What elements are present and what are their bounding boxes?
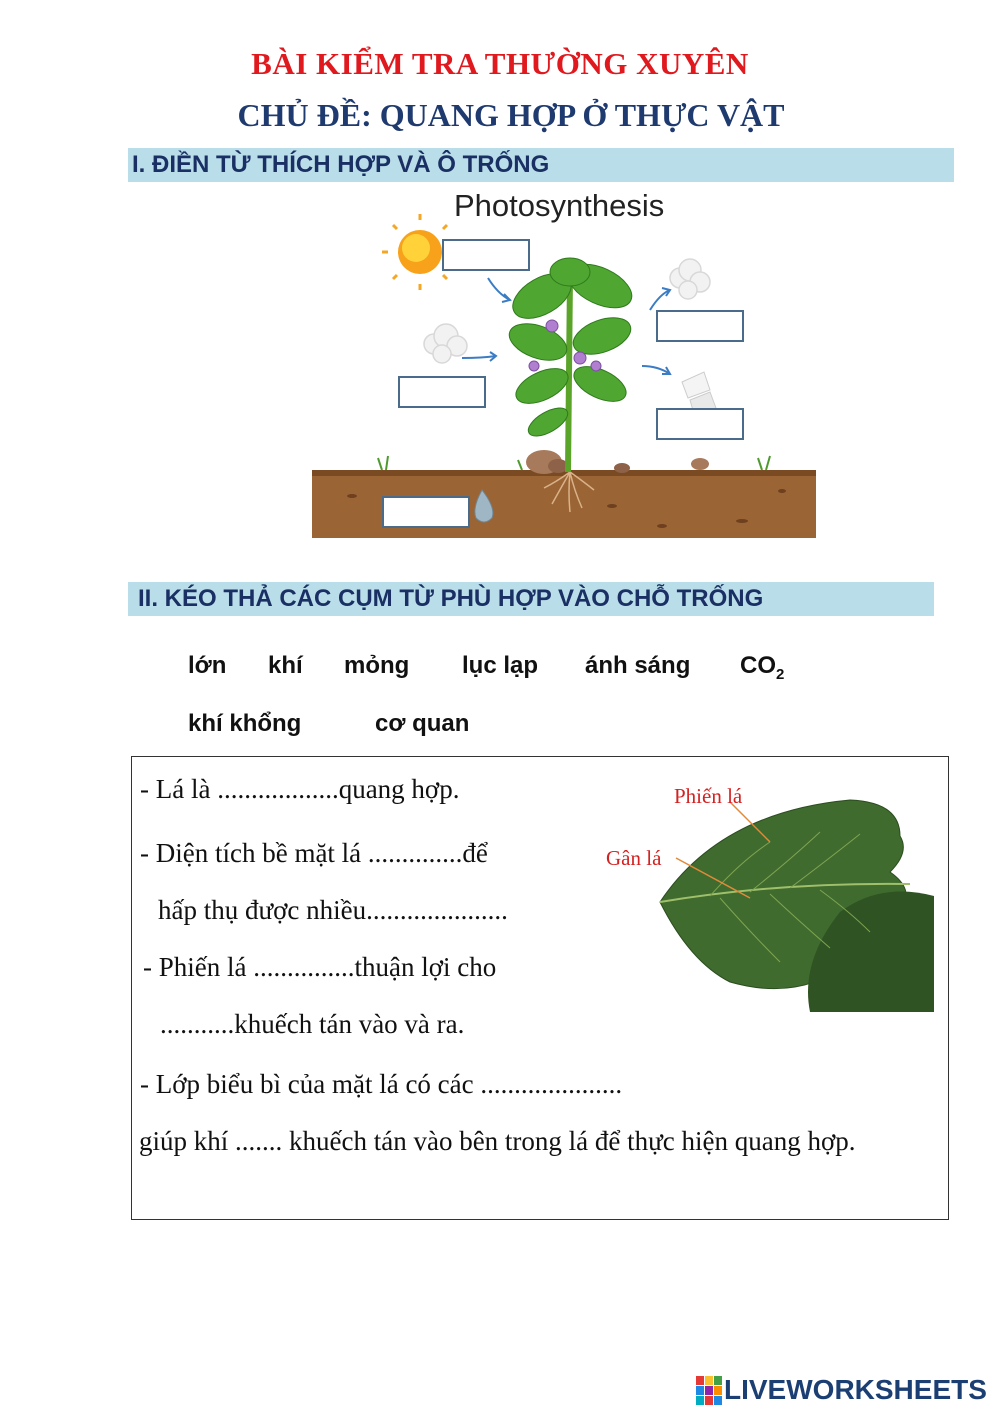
section2-heading-band	[128, 582, 934, 616]
photosynthesis-illustration	[312, 186, 816, 538]
sugar-blank-box[interactable]	[656, 408, 744, 440]
exercise-line-3: hấp thụ được nhiều.....................	[158, 895, 508, 925]
co2-blank-box[interactable]	[398, 376, 486, 408]
photosynthesis-diagram	[312, 186, 816, 538]
worksheet-subtitle: CHỦ ĐỀ: QUANG HỢP Ở THỰC VẬT	[237, 97, 785, 133]
word-anh-sang[interactable]: ánh sáng	[585, 652, 691, 679]
word-luc-lap[interactable]: lục lạp	[462, 652, 539, 679]
worksheet-title: BÀI KIỂM TRA THƯỜNG XUYÊN	[251, 46, 749, 81]
leaf-illustration	[600, 772, 936, 1016]
water-blank-box[interactable]	[382, 496, 470, 528]
word-co2[interactable]	[740, 652, 784, 683]
word-co2-subscript: 2	[776, 665, 785, 683]
leaf-diagram	[600, 772, 936, 1016]
exercise-line-5: ...........khuếch tán vào và ra.	[160, 1009, 465, 1039]
leaf-vein-label: Gân lá	[606, 846, 662, 870]
word-lon[interactable]: lớn	[188, 652, 227, 679]
liveworksheets-logo	[696, 1374, 996, 1410]
word-co2-text: CO	[740, 652, 776, 679]
oxygen-blank-box[interactable]	[656, 310, 744, 342]
word-co-quan[interactable]: cơ quan	[375, 710, 470, 737]
exercise-line-6: - Lớp biểu bì của mặt lá có các .....................	[140, 1069, 623, 1099]
word-mong[interactable]: mỏng	[344, 652, 410, 679]
liveworksheets-logo-icon	[696, 1376, 722, 1406]
word-khi-khong[interactable]: khí khổng	[188, 710, 302, 737]
diagram-title: Photosynthesis	[454, 188, 665, 223]
leaf-blade-label: Phiến lá	[674, 784, 743, 808]
exercise-line-2: - Diện tích bề mặt lá ..............để	[140, 838, 488, 868]
sunlight-blank-box[interactable]	[442, 239, 530, 271]
section2-heading: II. KÉO THẢ CÁC CỤM TỪ PHÙ HỢP VÀO CHỖ TRỐNG	[138, 585, 764, 612]
section1-heading: I. ĐIỀN TỪ THÍCH HỢP VÀ Ô TRỐNG	[132, 151, 550, 178]
liveworksheets-logo-text: LIVEWORKSHEETS	[724, 1374, 987, 1405]
exercise-line-7: giúp khí ....... khuếch tán vào bên trong lá để thực hiện quang hợp.	[139, 1126, 856, 1156]
section1-heading-band	[128, 148, 954, 182]
exercise-line-4: - Phiến lá ...............thuận lợi cho	[143, 952, 497, 982]
exercise-line-1: - Lá là ..................quang hợp.	[140, 774, 460, 804]
word-khi[interactable]: khí	[268, 652, 303, 679]
